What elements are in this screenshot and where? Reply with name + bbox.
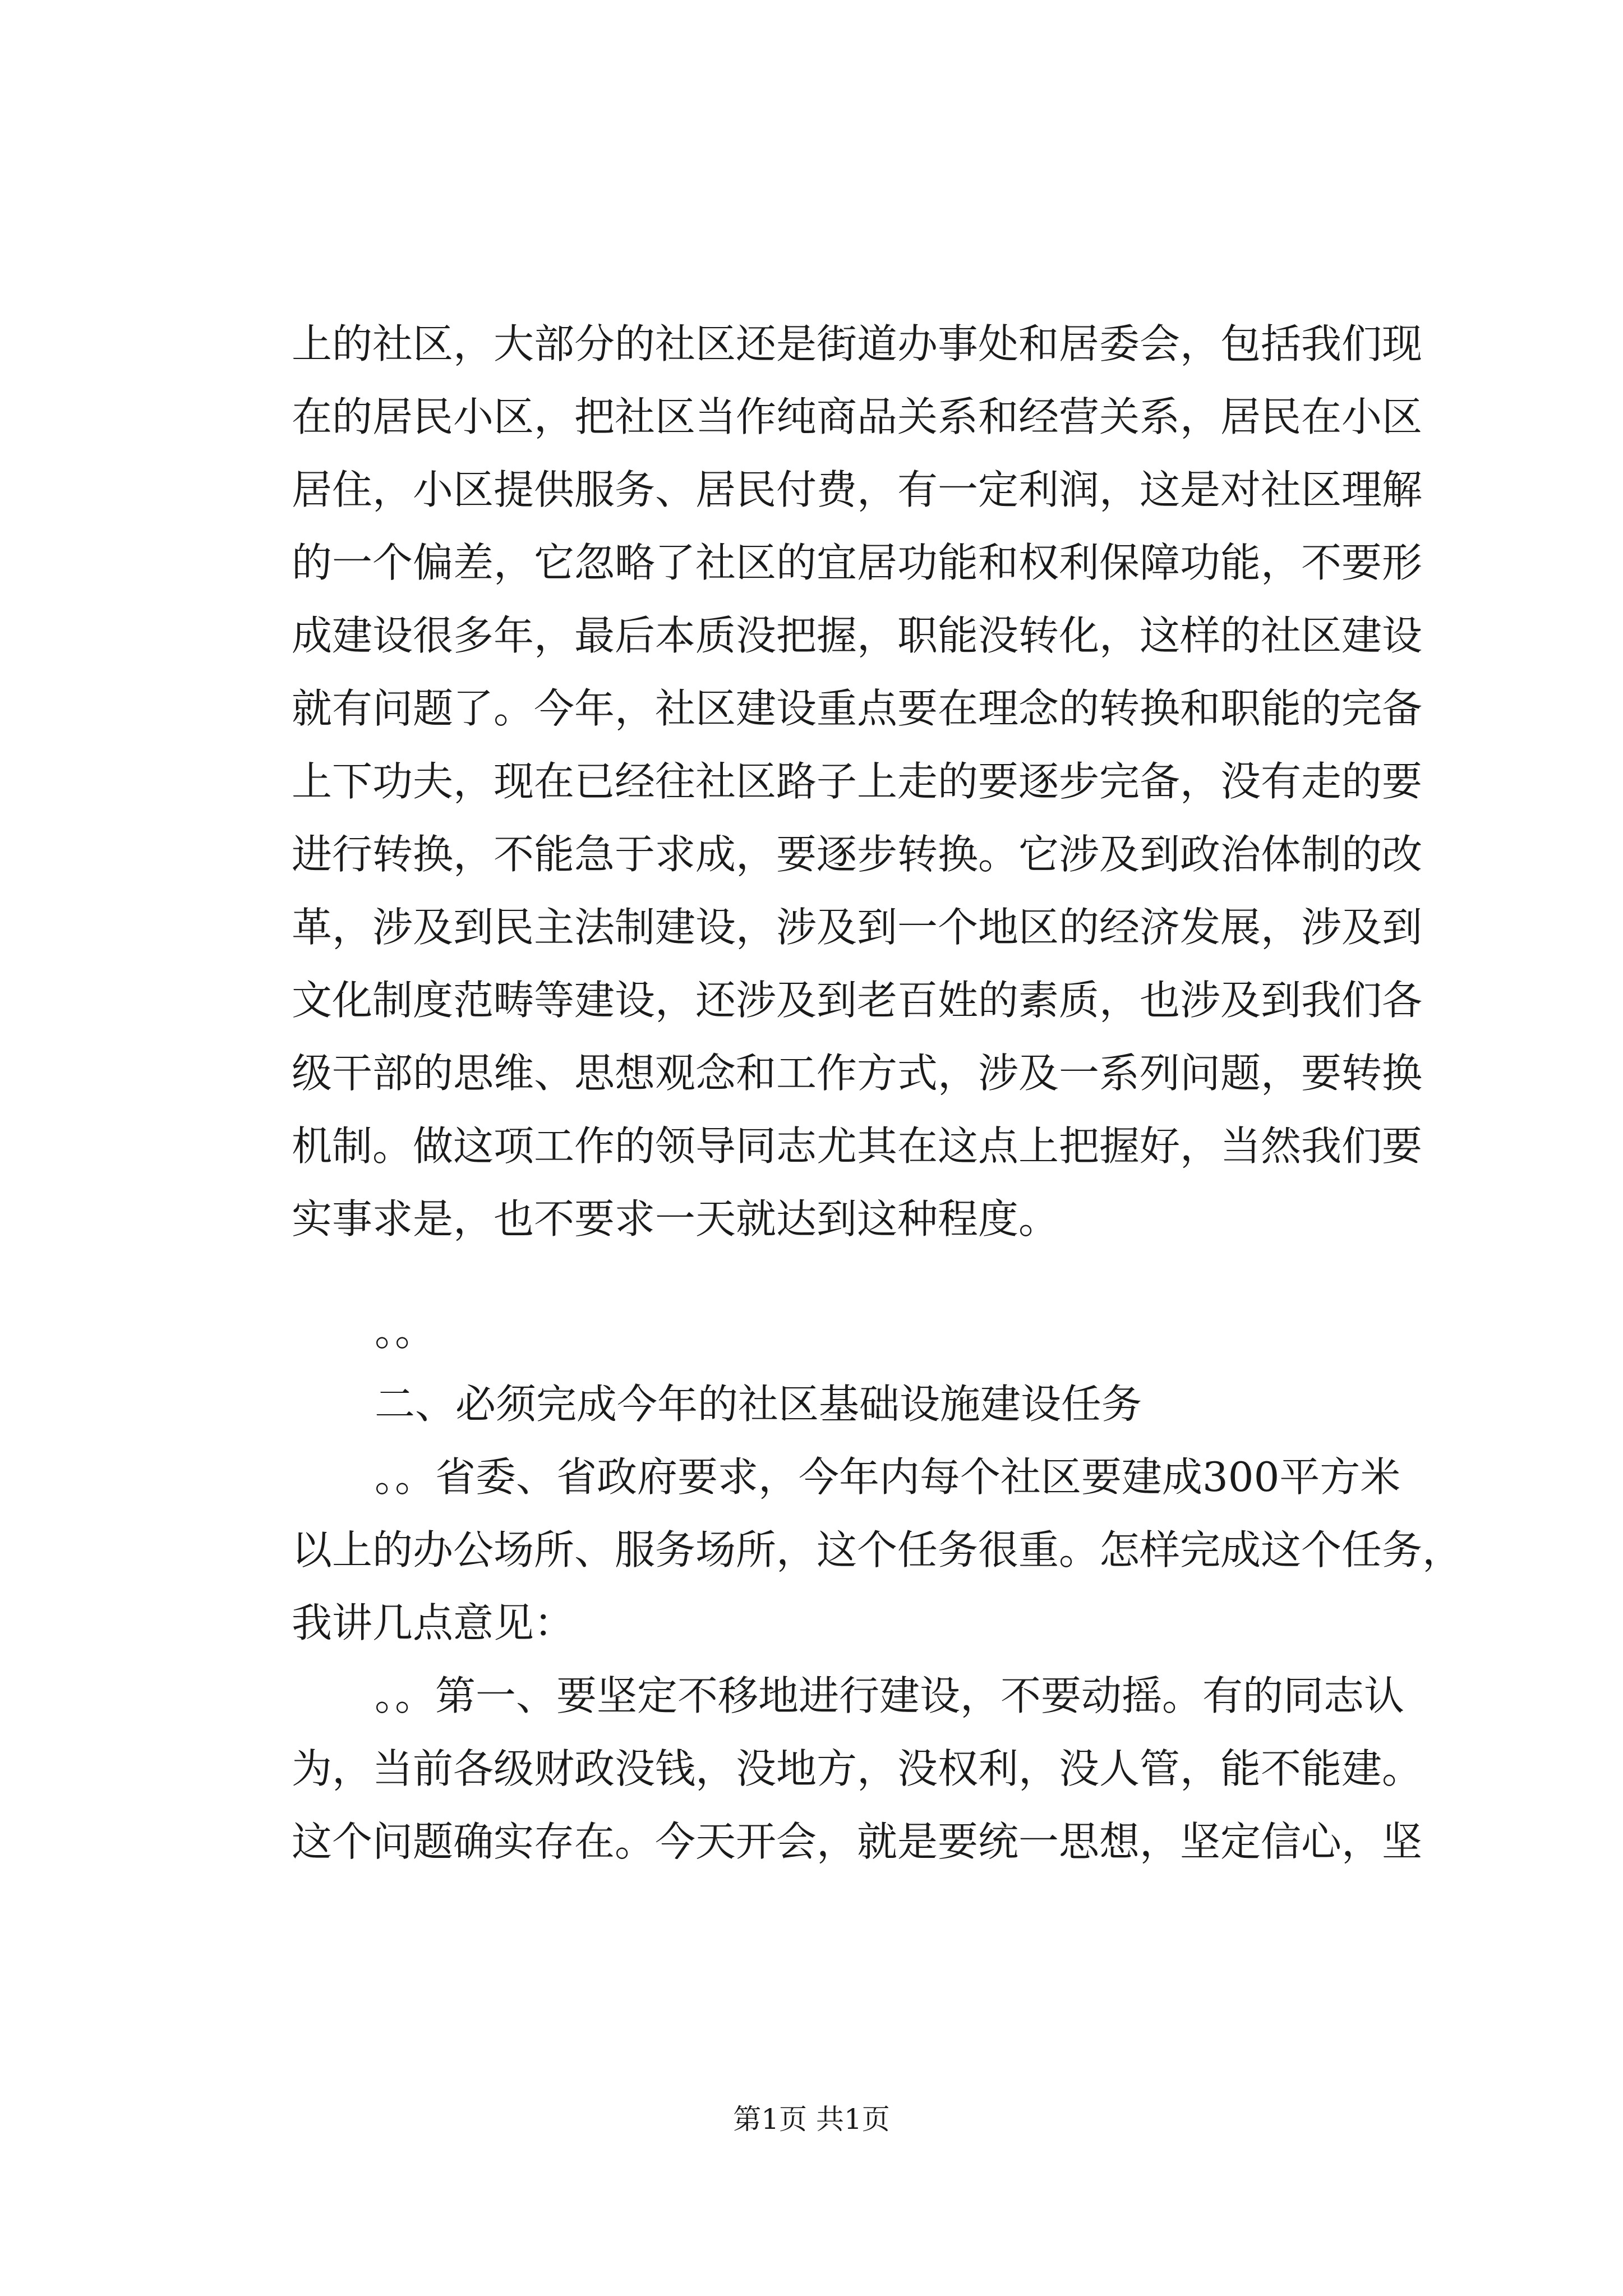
text-line: 文化制度范畴等建设，还涉及到老百姓的素质，也涉及到我们各 [292,977,1423,1024]
text-line: 的一个偏差，它忽略了社区的宜居功能和权利保障功能，不要形 [292,539,1423,586]
text-line: 级干部的思维、思想观念和工作方式，涉及一系列问题，要转换 [292,1050,1423,1097]
document-body [292,307,1463,1878]
text-line: 就有问题了。今年，社区建设重点要在理念的转换和职能的完备 [292,685,1423,732]
text-line: 实事求是，也不要求一天就达到这种程度。 [292,1195,1059,1243]
text-line: 上下功夫，现在已经往社区路子上走的要逐步完备，没有走的要 [292,758,1423,805]
text-line: 上的社区，大部分的社区还是街道办事处和居委会，包括我们现 [292,320,1423,367]
text-line: 在的居民小区，把社区当作纯商品关系和经营关系，居民在小区 [292,393,1423,440]
page-footer: 第1页 共1页 [733,2103,890,2136]
text-line: 我讲几点意见： [292,1599,575,1646]
text-line: 以上的办公场所、服务场所，这个任务很重。怎样完成这个任务， [292,1526,1463,1573]
text-line: 这个问题确实存在。今天开会，就是要统一思想，坚定信心，坚 [292,1818,1423,1865]
section-heading: 二、必须完成今年的社区基础设施建设任务 [375,1381,1142,1428]
text-line: 。。 [375,1308,436,1355]
text-line: 革，涉及到民主法制建设，涉及到一个地区的经济发展，涉及到 [292,904,1423,951]
text-line: 机制。做这项工作的领导同志尤其在这点上把握好，当然我们要 [292,1122,1423,1170]
text-line: 为，当前各级财政没钱，没地方，没权利，没人管，能不能建。 [292,1745,1423,1792]
text-line: 成建设很多年，最后本质没把握，职能没转化，这样的社区建设 [292,612,1423,659]
text-line: 居住，小区提供服务、居民付费，有一定利润，这是对社区理解 [292,466,1423,513]
text-line: 。。第一、要坚定不移地进行建设，不要动摇。有的同志认 [375,1672,1405,1719]
text-line: 进行转换，不能急于求成，要逐步转换。它涉及到政治体制的改 [292,831,1423,878]
text-line: 。。省委、省政府要求，今年内每个社区要建成300平方米 [375,1453,1401,1501]
